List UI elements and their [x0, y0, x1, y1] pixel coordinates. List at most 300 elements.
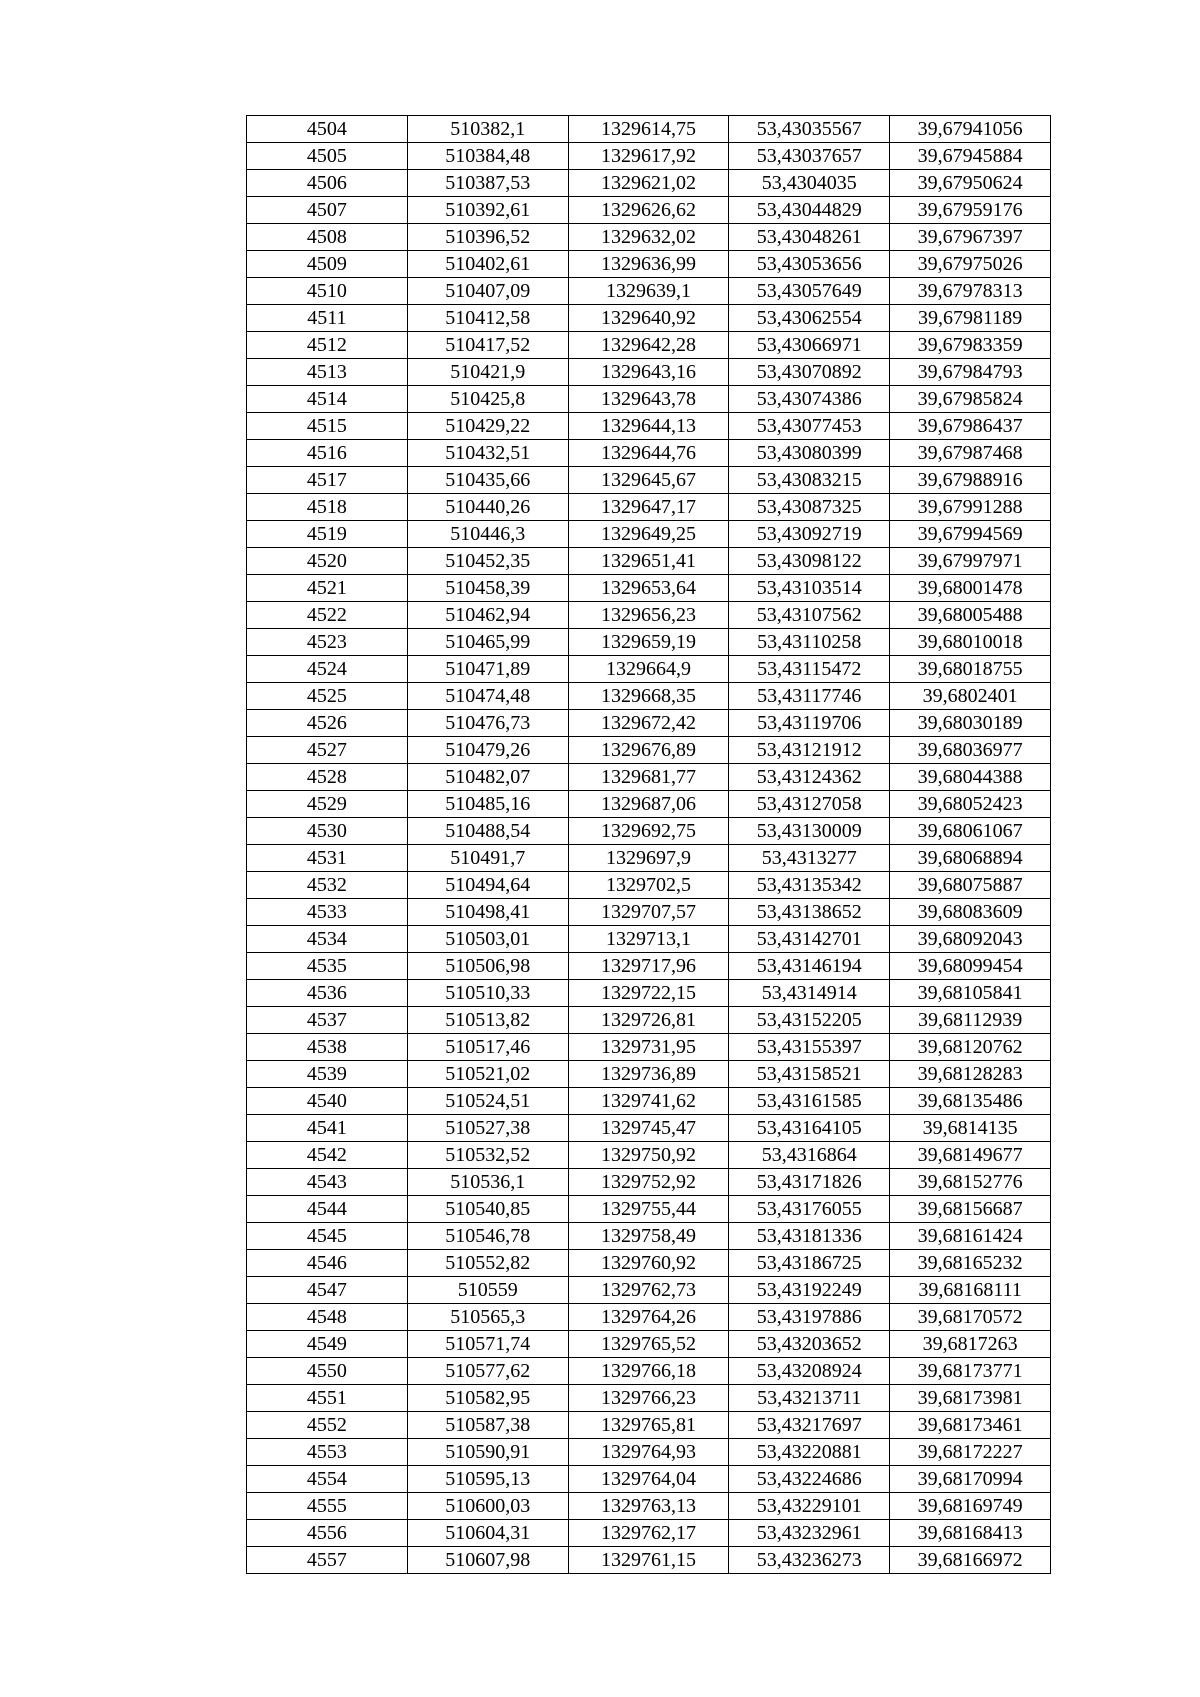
latitude-cell: 53,43053656 [729, 251, 890, 278]
y-coordinate-cell: 1329741,62 [568, 1088, 729, 1115]
table-row [247, 872, 1051, 899]
point-number-cell: 4512 [247, 332, 408, 359]
longitude-cell: 39,68173461 [890, 1412, 1051, 1439]
latitude-cell: 53,43098122 [729, 548, 890, 575]
table-row [247, 440, 1051, 467]
table-row [247, 926, 1051, 953]
y-coordinate-cell: 1329656,23 [568, 602, 729, 629]
y-coordinate-cell: 1329649,25 [568, 521, 729, 548]
x-coordinate-cell: 510552,82 [407, 1250, 568, 1277]
longitude-cell: 39,68036977 [890, 737, 1051, 764]
y-coordinate-cell: 1329621,02 [568, 170, 729, 197]
point-number-cell: 4545 [247, 1223, 408, 1250]
point-number-cell: 4507 [247, 197, 408, 224]
y-coordinate-cell: 1329644,76 [568, 440, 729, 467]
y-coordinate-cell: 1329639,1 [568, 278, 729, 305]
latitude-cell: 53,43224686 [729, 1466, 890, 1493]
longitude-cell: 39,67967397 [890, 224, 1051, 251]
longitude-cell: 39,68044388 [890, 764, 1051, 791]
longitude-cell: 39,68068894 [890, 845, 1051, 872]
y-coordinate-cell: 1329645,67 [568, 467, 729, 494]
y-coordinate-cell: 1329626,62 [568, 197, 729, 224]
point-number-cell: 4547 [247, 1277, 408, 1304]
latitude-cell: 53,43110258 [729, 629, 890, 656]
table-row [247, 1277, 1051, 1304]
longitude-cell: 39,68005488 [890, 602, 1051, 629]
y-coordinate-cell: 1329672,42 [568, 710, 729, 737]
y-coordinate-cell: 1329702,5 [568, 872, 729, 899]
y-coordinate-cell: 1329647,17 [568, 494, 729, 521]
x-coordinate-cell: 510476,73 [407, 710, 568, 737]
latitude-cell: 53,43130009 [729, 818, 890, 845]
table-row [247, 899, 1051, 926]
point-number-cell: 4518 [247, 494, 408, 521]
latitude-cell: 53,43092719 [729, 521, 890, 548]
latitude-cell: 53,4316864 [729, 1142, 890, 1169]
x-coordinate-cell: 510458,39 [407, 575, 568, 602]
longitude-cell: 39,68075887 [890, 872, 1051, 899]
x-coordinate-cell: 510402,61 [407, 251, 568, 278]
y-coordinate-cell: 1329617,92 [568, 143, 729, 170]
latitude-cell: 53,43135342 [729, 872, 890, 899]
longitude-cell: 39,68166972 [890, 1547, 1051, 1574]
table-row [247, 1061, 1051, 1088]
y-coordinate-cell: 1329766,18 [568, 1358, 729, 1385]
table-row [247, 1088, 1051, 1115]
latitude-cell: 53,43070892 [729, 359, 890, 386]
x-coordinate-cell: 510474,48 [407, 683, 568, 710]
y-coordinate-cell: 1329731,95 [568, 1034, 729, 1061]
longitude-cell: 39,67997971 [890, 548, 1051, 575]
y-coordinate-cell: 1329632,02 [568, 224, 729, 251]
y-coordinate-cell: 1329763,13 [568, 1493, 729, 1520]
latitude-cell: 53,43217697 [729, 1412, 890, 1439]
table-row [247, 1520, 1051, 1547]
longitude-cell: 39,68173771 [890, 1358, 1051, 1385]
x-coordinate-cell: 510510,33 [407, 980, 568, 1007]
x-coordinate-cell: 510582,95 [407, 1385, 568, 1412]
longitude-cell: 39,68052423 [890, 791, 1051, 818]
table-row [247, 1412, 1051, 1439]
table-row [247, 1115, 1051, 1142]
table-row [247, 1493, 1051, 1520]
point-number-cell: 4526 [247, 710, 408, 737]
y-coordinate-cell: 1329640,92 [568, 305, 729, 332]
longitude-cell: 39,67991288 [890, 494, 1051, 521]
longitude-cell: 39,68170572 [890, 1304, 1051, 1331]
longitude-cell: 39,68168413 [890, 1520, 1051, 1547]
longitude-cell: 39,67950624 [890, 170, 1051, 197]
point-number-cell: 4552 [247, 1412, 408, 1439]
table-row [247, 413, 1051, 440]
y-coordinate-cell: 1329736,89 [568, 1061, 729, 1088]
y-coordinate-cell: 1329717,96 [568, 953, 729, 980]
point-number-cell: 4509 [247, 251, 408, 278]
latitude-cell: 53,43035567 [729, 116, 890, 143]
x-coordinate-cell: 510590,91 [407, 1439, 568, 1466]
latitude-cell: 53,43115472 [729, 656, 890, 683]
x-coordinate-cell: 510435,66 [407, 467, 568, 494]
table-row [247, 602, 1051, 629]
point-number-cell: 4525 [247, 683, 408, 710]
latitude-cell: 53,43048261 [729, 224, 890, 251]
point-number-cell: 4529 [247, 791, 408, 818]
x-coordinate-cell: 510506,98 [407, 953, 568, 980]
table-row [247, 278, 1051, 305]
table-row [247, 359, 1051, 386]
latitude-cell: 53,43146194 [729, 953, 890, 980]
table-row [247, 656, 1051, 683]
longitude-cell: 39,67985824 [890, 386, 1051, 413]
point-number-cell: 4517 [247, 467, 408, 494]
latitude-cell: 53,43229101 [729, 1493, 890, 1520]
latitude-cell: 53,43127058 [729, 791, 890, 818]
x-coordinate-cell: 510387,53 [407, 170, 568, 197]
x-coordinate-cell: 510546,78 [407, 1223, 568, 1250]
x-coordinate-cell: 510536,1 [407, 1169, 568, 1196]
table-row [247, 143, 1051, 170]
table-row [247, 1304, 1051, 1331]
point-number-cell: 4530 [247, 818, 408, 845]
longitude-cell: 39,68165232 [890, 1250, 1051, 1277]
table-row [247, 116, 1051, 143]
latitude-cell: 53,43087325 [729, 494, 890, 521]
table-row [247, 548, 1051, 575]
longitude-cell: 39,67978313 [890, 278, 1051, 305]
longitude-cell: 39,67941056 [890, 116, 1051, 143]
latitude-cell: 53,43103514 [729, 575, 890, 602]
table-row [247, 845, 1051, 872]
table-row [247, 575, 1051, 602]
x-coordinate-cell: 510465,99 [407, 629, 568, 656]
y-coordinate-cell: 1329764,26 [568, 1304, 729, 1331]
x-coordinate-cell: 510482,07 [407, 764, 568, 791]
x-coordinate-cell: 510384,48 [407, 143, 568, 170]
point-number-cell: 4542 [247, 1142, 408, 1169]
table-row [247, 818, 1051, 845]
x-coordinate-cell: 510595,13 [407, 1466, 568, 1493]
longitude-cell: 39,67945884 [890, 143, 1051, 170]
y-coordinate-cell: 1329668,35 [568, 683, 729, 710]
y-coordinate-cell: 1329676,89 [568, 737, 729, 764]
x-coordinate-cell: 510494,64 [407, 872, 568, 899]
latitude-cell: 53,43164105 [729, 1115, 890, 1142]
coordinates-table [246, 115, 1051, 1574]
latitude-cell: 53,43213711 [729, 1385, 890, 1412]
latitude-cell: 53,43161585 [729, 1088, 890, 1115]
longitude-cell: 39,67986437 [890, 413, 1051, 440]
point-number-cell: 4557 [247, 1547, 408, 1574]
point-number-cell: 4519 [247, 521, 408, 548]
latitude-cell: 53,43080399 [729, 440, 890, 467]
x-coordinate-cell: 510513,82 [407, 1007, 568, 1034]
x-coordinate-cell: 510524,51 [407, 1088, 568, 1115]
x-coordinate-cell: 510446,3 [407, 521, 568, 548]
latitude-cell: 53,43192249 [729, 1277, 890, 1304]
longitude-cell: 39,68061067 [890, 818, 1051, 845]
table-row [247, 737, 1051, 764]
longitude-cell: 39,68135486 [890, 1088, 1051, 1115]
y-coordinate-cell: 1329761,15 [568, 1547, 729, 1574]
longitude-cell: 39,68112939 [890, 1007, 1051, 1034]
longitude-cell: 39,6817263 [890, 1331, 1051, 1358]
y-coordinate-cell: 1329762,73 [568, 1277, 729, 1304]
x-coordinate-cell: 510491,7 [407, 845, 568, 872]
x-coordinate-cell: 510452,35 [407, 548, 568, 575]
y-coordinate-cell: 1329707,57 [568, 899, 729, 926]
point-number-cell: 4506 [247, 170, 408, 197]
latitude-cell: 53,43119706 [729, 710, 890, 737]
table-row [247, 1385, 1051, 1412]
table-row [247, 467, 1051, 494]
x-coordinate-cell: 510485,16 [407, 791, 568, 818]
longitude-cell: 39,67983359 [890, 332, 1051, 359]
point-number-cell: 4511 [247, 305, 408, 332]
point-number-cell: 4548 [247, 1304, 408, 1331]
longitude-cell: 39,68083609 [890, 899, 1051, 926]
latitude-cell: 53,43155397 [729, 1034, 890, 1061]
table-row [247, 1223, 1051, 1250]
longitude-cell: 39,68128283 [890, 1061, 1051, 1088]
table-row [247, 197, 1051, 224]
latitude-cell: 53,43107562 [729, 602, 890, 629]
y-coordinate-cell: 1329726,81 [568, 1007, 729, 1034]
x-coordinate-cell: 510407,09 [407, 278, 568, 305]
y-coordinate-cell: 1329752,92 [568, 1169, 729, 1196]
x-coordinate-cell: 510382,1 [407, 116, 568, 143]
point-number-cell: 4515 [247, 413, 408, 440]
x-coordinate-cell: 510440,26 [407, 494, 568, 521]
latitude-cell: 53,4304035 [729, 170, 890, 197]
longitude-cell: 39,68161424 [890, 1223, 1051, 1250]
point-number-cell: 4549 [247, 1331, 408, 1358]
y-coordinate-cell: 1329750,92 [568, 1142, 729, 1169]
point-number-cell: 4510 [247, 278, 408, 305]
point-number-cell: 4556 [247, 1520, 408, 1547]
y-coordinate-cell: 1329643,78 [568, 386, 729, 413]
table-row [247, 386, 1051, 413]
table-row [247, 791, 1051, 818]
point-number-cell: 4551 [247, 1385, 408, 1412]
longitude-cell: 39,68092043 [890, 926, 1051, 953]
longitude-cell: 39,67988916 [890, 467, 1051, 494]
y-coordinate-cell: 1329745,47 [568, 1115, 729, 1142]
latitude-cell: 53,43066971 [729, 332, 890, 359]
longitude-cell: 39,68172227 [890, 1439, 1051, 1466]
x-coordinate-cell: 510532,52 [407, 1142, 568, 1169]
latitude-cell: 53,43142701 [729, 926, 890, 953]
y-coordinate-cell: 1329653,64 [568, 575, 729, 602]
point-number-cell: 4541 [247, 1115, 408, 1142]
point-number-cell: 4553 [247, 1439, 408, 1466]
y-coordinate-cell: 1329644,13 [568, 413, 729, 440]
point-number-cell: 4540 [247, 1088, 408, 1115]
point-number-cell: 4528 [247, 764, 408, 791]
longitude-cell: 39,68168111 [890, 1277, 1051, 1304]
point-number-cell: 4523 [247, 629, 408, 656]
point-number-cell: 4504 [247, 116, 408, 143]
point-number-cell: 4535 [247, 953, 408, 980]
point-number-cell: 4505 [247, 143, 408, 170]
x-coordinate-cell: 510471,89 [407, 656, 568, 683]
latitude-cell: 53,43117746 [729, 683, 890, 710]
y-coordinate-cell: 1329765,52 [568, 1331, 729, 1358]
x-coordinate-cell: 510577,62 [407, 1358, 568, 1385]
point-number-cell: 4531 [247, 845, 408, 872]
table-row [247, 1169, 1051, 1196]
y-coordinate-cell: 1329643,16 [568, 359, 729, 386]
x-coordinate-cell: 510604,31 [407, 1520, 568, 1547]
latitude-cell: 53,43158521 [729, 1061, 890, 1088]
point-number-cell: 4522 [247, 602, 408, 629]
point-number-cell: 4516 [247, 440, 408, 467]
x-coordinate-cell: 510425,8 [407, 386, 568, 413]
longitude-cell: 39,68152776 [890, 1169, 1051, 1196]
latitude-cell: 53,43037657 [729, 143, 890, 170]
longitude-cell: 39,68173981 [890, 1385, 1051, 1412]
point-number-cell: 4543 [247, 1169, 408, 1196]
coordinates-table-body [247, 116, 1051, 1574]
table-row [247, 170, 1051, 197]
point-number-cell: 4514 [247, 386, 408, 413]
x-coordinate-cell: 510517,46 [407, 1034, 568, 1061]
point-number-cell: 4546 [247, 1250, 408, 1277]
table-row [247, 1439, 1051, 1466]
point-number-cell: 4538 [247, 1034, 408, 1061]
table-row [247, 1034, 1051, 1061]
table-row [247, 683, 1051, 710]
longitude-cell: 39,68001478 [890, 575, 1051, 602]
x-coordinate-cell: 510498,41 [407, 899, 568, 926]
point-number-cell: 4539 [247, 1061, 408, 1088]
table-row [247, 494, 1051, 521]
point-number-cell: 4554 [247, 1466, 408, 1493]
point-number-cell: 4532 [247, 872, 408, 899]
table-row [247, 305, 1051, 332]
y-coordinate-cell: 1329687,06 [568, 791, 729, 818]
longitude-cell: 39,68030189 [890, 710, 1051, 737]
y-coordinate-cell: 1329764,93 [568, 1439, 729, 1466]
longitude-cell: 39,68010018 [890, 629, 1051, 656]
point-number-cell: 4520 [247, 548, 408, 575]
y-coordinate-cell: 1329697,9 [568, 845, 729, 872]
table-row [247, 1007, 1051, 1034]
latitude-cell: 53,43083215 [729, 467, 890, 494]
y-coordinate-cell: 1329659,19 [568, 629, 729, 656]
table-row [247, 629, 1051, 656]
longitude-cell: 39,67984793 [890, 359, 1051, 386]
x-coordinate-cell: 510429,22 [407, 413, 568, 440]
longitude-cell: 39,68169749 [890, 1493, 1051, 1520]
longitude-cell: 39,67981189 [890, 305, 1051, 332]
table-row [247, 1196, 1051, 1223]
y-coordinate-cell: 1329722,15 [568, 980, 729, 1007]
latitude-cell: 53,43197886 [729, 1304, 890, 1331]
y-coordinate-cell: 1329636,99 [568, 251, 729, 278]
y-coordinate-cell: 1329765,81 [568, 1412, 729, 1439]
latitude-cell: 53,43062554 [729, 305, 890, 332]
x-coordinate-cell: 510396,52 [407, 224, 568, 251]
table-row [247, 980, 1051, 1007]
longitude-cell: 39,67959176 [890, 197, 1051, 224]
table-row [247, 224, 1051, 251]
point-number-cell: 4536 [247, 980, 408, 1007]
x-coordinate-cell: 510559 [407, 1277, 568, 1304]
point-number-cell: 4537 [247, 1007, 408, 1034]
latitude-cell: 53,43203652 [729, 1331, 890, 1358]
table-row [247, 953, 1051, 980]
latitude-cell: 53,43236273 [729, 1547, 890, 1574]
x-coordinate-cell: 510521,02 [407, 1061, 568, 1088]
x-coordinate-cell: 510421,9 [407, 359, 568, 386]
table-row [247, 710, 1051, 737]
table-row [247, 251, 1051, 278]
point-number-cell: 4513 [247, 359, 408, 386]
table-row [247, 1466, 1051, 1493]
table-row [247, 332, 1051, 359]
longitude-cell: 39,67994569 [890, 521, 1051, 548]
latitude-cell: 53,43138652 [729, 899, 890, 926]
point-number-cell: 4544 [247, 1196, 408, 1223]
x-coordinate-cell: 510488,54 [407, 818, 568, 845]
x-coordinate-cell: 510571,74 [407, 1331, 568, 1358]
x-coordinate-cell: 510479,26 [407, 737, 568, 764]
x-coordinate-cell: 510462,94 [407, 602, 568, 629]
table-row [247, 764, 1051, 791]
latitude-cell: 53,43176055 [729, 1196, 890, 1223]
latitude-cell: 53,43171826 [729, 1169, 890, 1196]
y-coordinate-cell: 1329766,23 [568, 1385, 729, 1412]
latitude-cell: 53,43232961 [729, 1520, 890, 1547]
latitude-cell: 53,43074386 [729, 386, 890, 413]
longitude-cell: 39,68120762 [890, 1034, 1051, 1061]
x-coordinate-cell: 510600,03 [407, 1493, 568, 1520]
latitude-cell: 53,43124362 [729, 764, 890, 791]
latitude-cell: 53,43077453 [729, 413, 890, 440]
y-coordinate-cell: 1329692,75 [568, 818, 729, 845]
longitude-cell: 39,6814135 [890, 1115, 1051, 1142]
y-coordinate-cell: 1329614,75 [568, 116, 729, 143]
point-number-cell: 4533 [247, 899, 408, 926]
point-number-cell: 4521 [247, 575, 408, 602]
table-row [247, 521, 1051, 548]
x-coordinate-cell: 510432,51 [407, 440, 568, 467]
table-row [247, 1142, 1051, 1169]
longitude-cell: 39,68170994 [890, 1466, 1051, 1493]
longitude-cell: 39,67975026 [890, 251, 1051, 278]
x-coordinate-cell: 510527,38 [407, 1115, 568, 1142]
latitude-cell: 53,43057649 [729, 278, 890, 305]
table-row [247, 1547, 1051, 1574]
x-coordinate-cell: 510417,52 [407, 332, 568, 359]
longitude-cell: 39,68149677 [890, 1142, 1051, 1169]
point-number-cell: 4550 [247, 1358, 408, 1385]
y-coordinate-cell: 1329760,92 [568, 1250, 729, 1277]
point-number-cell: 4527 [247, 737, 408, 764]
y-coordinate-cell: 1329755,44 [568, 1196, 729, 1223]
x-coordinate-cell: 510540,85 [407, 1196, 568, 1223]
point-number-cell: 4508 [247, 224, 408, 251]
latitude-cell: 53,43186725 [729, 1250, 890, 1277]
table-row [247, 1250, 1051, 1277]
y-coordinate-cell: 1329713,1 [568, 926, 729, 953]
table-row [247, 1331, 1051, 1358]
latitude-cell: 53,43152205 [729, 1007, 890, 1034]
y-coordinate-cell: 1329664,9 [568, 656, 729, 683]
y-coordinate-cell: 1329764,04 [568, 1466, 729, 1493]
x-coordinate-cell: 510565,3 [407, 1304, 568, 1331]
longitude-cell: 39,67987468 [890, 440, 1051, 467]
